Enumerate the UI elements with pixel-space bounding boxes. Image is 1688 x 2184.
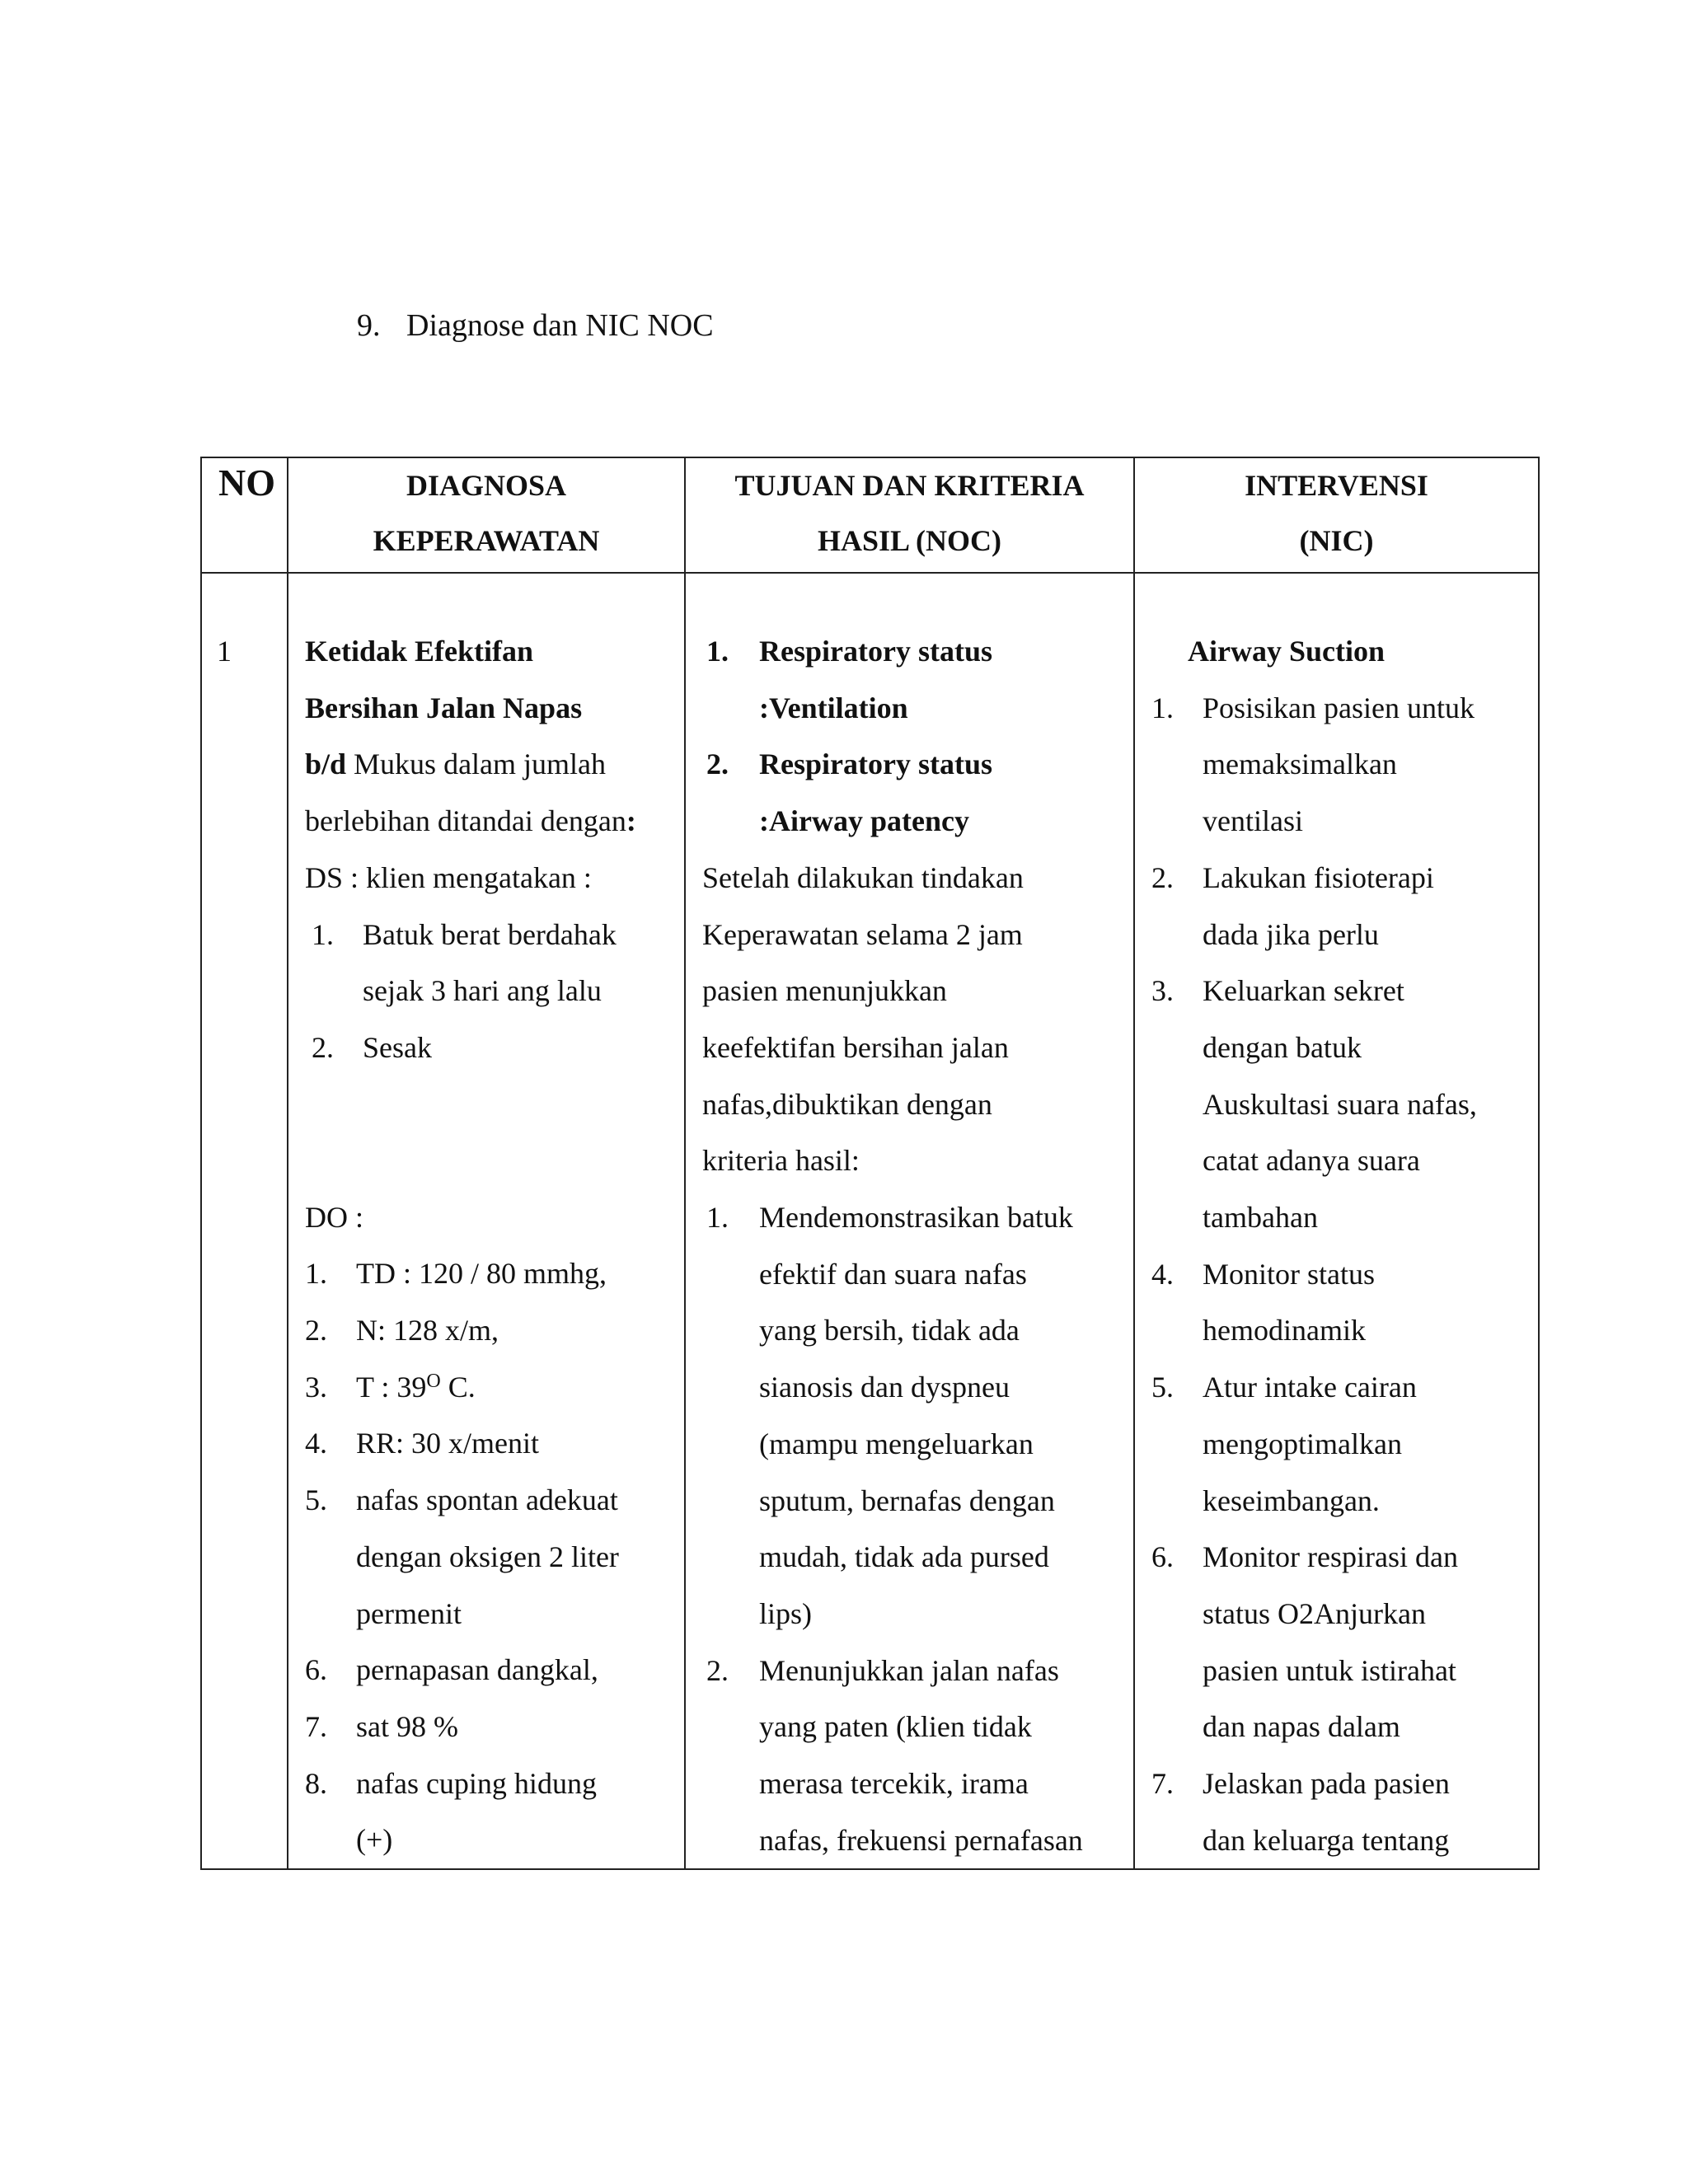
table-row xyxy=(201,573,1539,1869)
header-intervensi: INTERVENSI (NIC) xyxy=(1134,457,1539,573)
cell-nic xyxy=(1134,573,1539,1869)
list-item: 2. Sesak xyxy=(312,1030,432,1064)
diagnosa-title: Ketidak Efektifan xyxy=(305,635,534,668)
noc-paragraph: nafas,dibuktikan dengan xyxy=(702,1087,992,1121)
list-item: 7. Jelaskan pada pasien dan keluarga tentang xyxy=(1151,1767,1450,1857)
noc-paragraph: kriteria hasil: xyxy=(702,1144,860,1178)
noc-paragraph: pasien menunjukkan xyxy=(702,974,947,1008)
list-item: 6. pernapasan dangkal, xyxy=(305,1653,598,1687)
list-item: 3. T : $39^O$ C. xyxy=(305,1370,476,1404)
noc-paragraph: keefektifan bersihan jalan xyxy=(702,1030,1009,1064)
list-item: 1. Batuk berat berdahak sejak 3 hari ang lalu xyxy=(312,917,617,1008)
heading-text: Diagnose dan NIC NOC xyxy=(406,308,714,343)
list-item: 2. Lakukan fisioterapi dada jika perlu xyxy=(1151,860,1434,951)
list-item: 2. Respiratory status :Airway patency xyxy=(706,748,992,838)
diagnosa-desc: berlebihan ditandai dengan: xyxy=(305,804,636,838)
list-item: 7. sat 98 % xyxy=(305,1709,458,1743)
cell-no: 1 xyxy=(201,573,288,1869)
heading-number: 9. xyxy=(357,308,381,343)
list-item: 5. nafas spontan adekuat dengan oksigen 2 liter permenit xyxy=(305,1483,619,1630)
list-item: 4. Monitor status hemodinamik xyxy=(1151,1257,1376,1347)
section-heading xyxy=(357,307,714,344)
list-item: 8. nafas cuping hidung (+) xyxy=(305,1766,597,1857)
header-tujuan: TUJUAN DAN KRITERIA HASIL (NOC) xyxy=(685,457,1134,573)
list-item: 4. RR: 30 x/menit xyxy=(305,1427,540,1460)
list-item: 3. Keluarkan sekret dengan batuk Auskultasi suara nafas, catat adanya suara tambahan xyxy=(1151,974,1477,1235)
ds-label: DS : klien mengatakan : xyxy=(305,860,592,894)
list-item: 6. Monitor respirasi dan status O2Anjurkan pasien untuk istirahat dan napas dalam xyxy=(1151,1540,1458,1744)
list-item: 1. Respiratory status :Ventilation xyxy=(706,635,992,724)
list-item: 1. Mendemonstrasikan batuk efektif dan suara nafas yang bersih, tidak ada sianosis dan dyspneu (mampu mengeluarkan sputum, bernafas dengan mudah, tidak ada pursed lips) xyxy=(706,1201,1073,1630)
do-label: DO : xyxy=(305,1200,363,1234)
diagnosa-desc: b/d Mukus dalam jumlah xyxy=(305,748,607,781)
table-header-row xyxy=(201,457,1539,573)
header-no: NO xyxy=(201,457,288,573)
list-item: 5. Atur intake cairan mengoptimalkan keseimbangan. xyxy=(1151,1371,1417,1517)
cell-diagnosa xyxy=(288,573,685,1869)
list-item: 2. Menunjukkan jalan nafas yang paten (klien tidak merasa tercekik, irama nafas, frekuensi pernafasan xyxy=(706,1653,1083,1857)
nic-title: Airway Suction xyxy=(1188,635,1386,668)
noc-paragraph: Keperawatan selama 2 jam xyxy=(702,917,1023,951)
cell-noc xyxy=(685,573,1134,1869)
noc-paragraph: Setelah dilakukan tindakan xyxy=(702,860,1024,894)
nursing-care-table xyxy=(200,457,1538,1866)
header-diagnosa: DIAGNOSA KEPERAWATAN xyxy=(288,457,685,573)
list-item: 2. N: 128 x/m, xyxy=(305,1314,499,1347)
list-item: 1. TD : 120 / 80 mmhg, xyxy=(305,1257,607,1291)
list-item: 1. Posisikan pasien untuk memaksimalkan ventilasi xyxy=(1151,691,1475,838)
diagnosa-title: Bersihan Jalan Napas xyxy=(305,691,583,724)
